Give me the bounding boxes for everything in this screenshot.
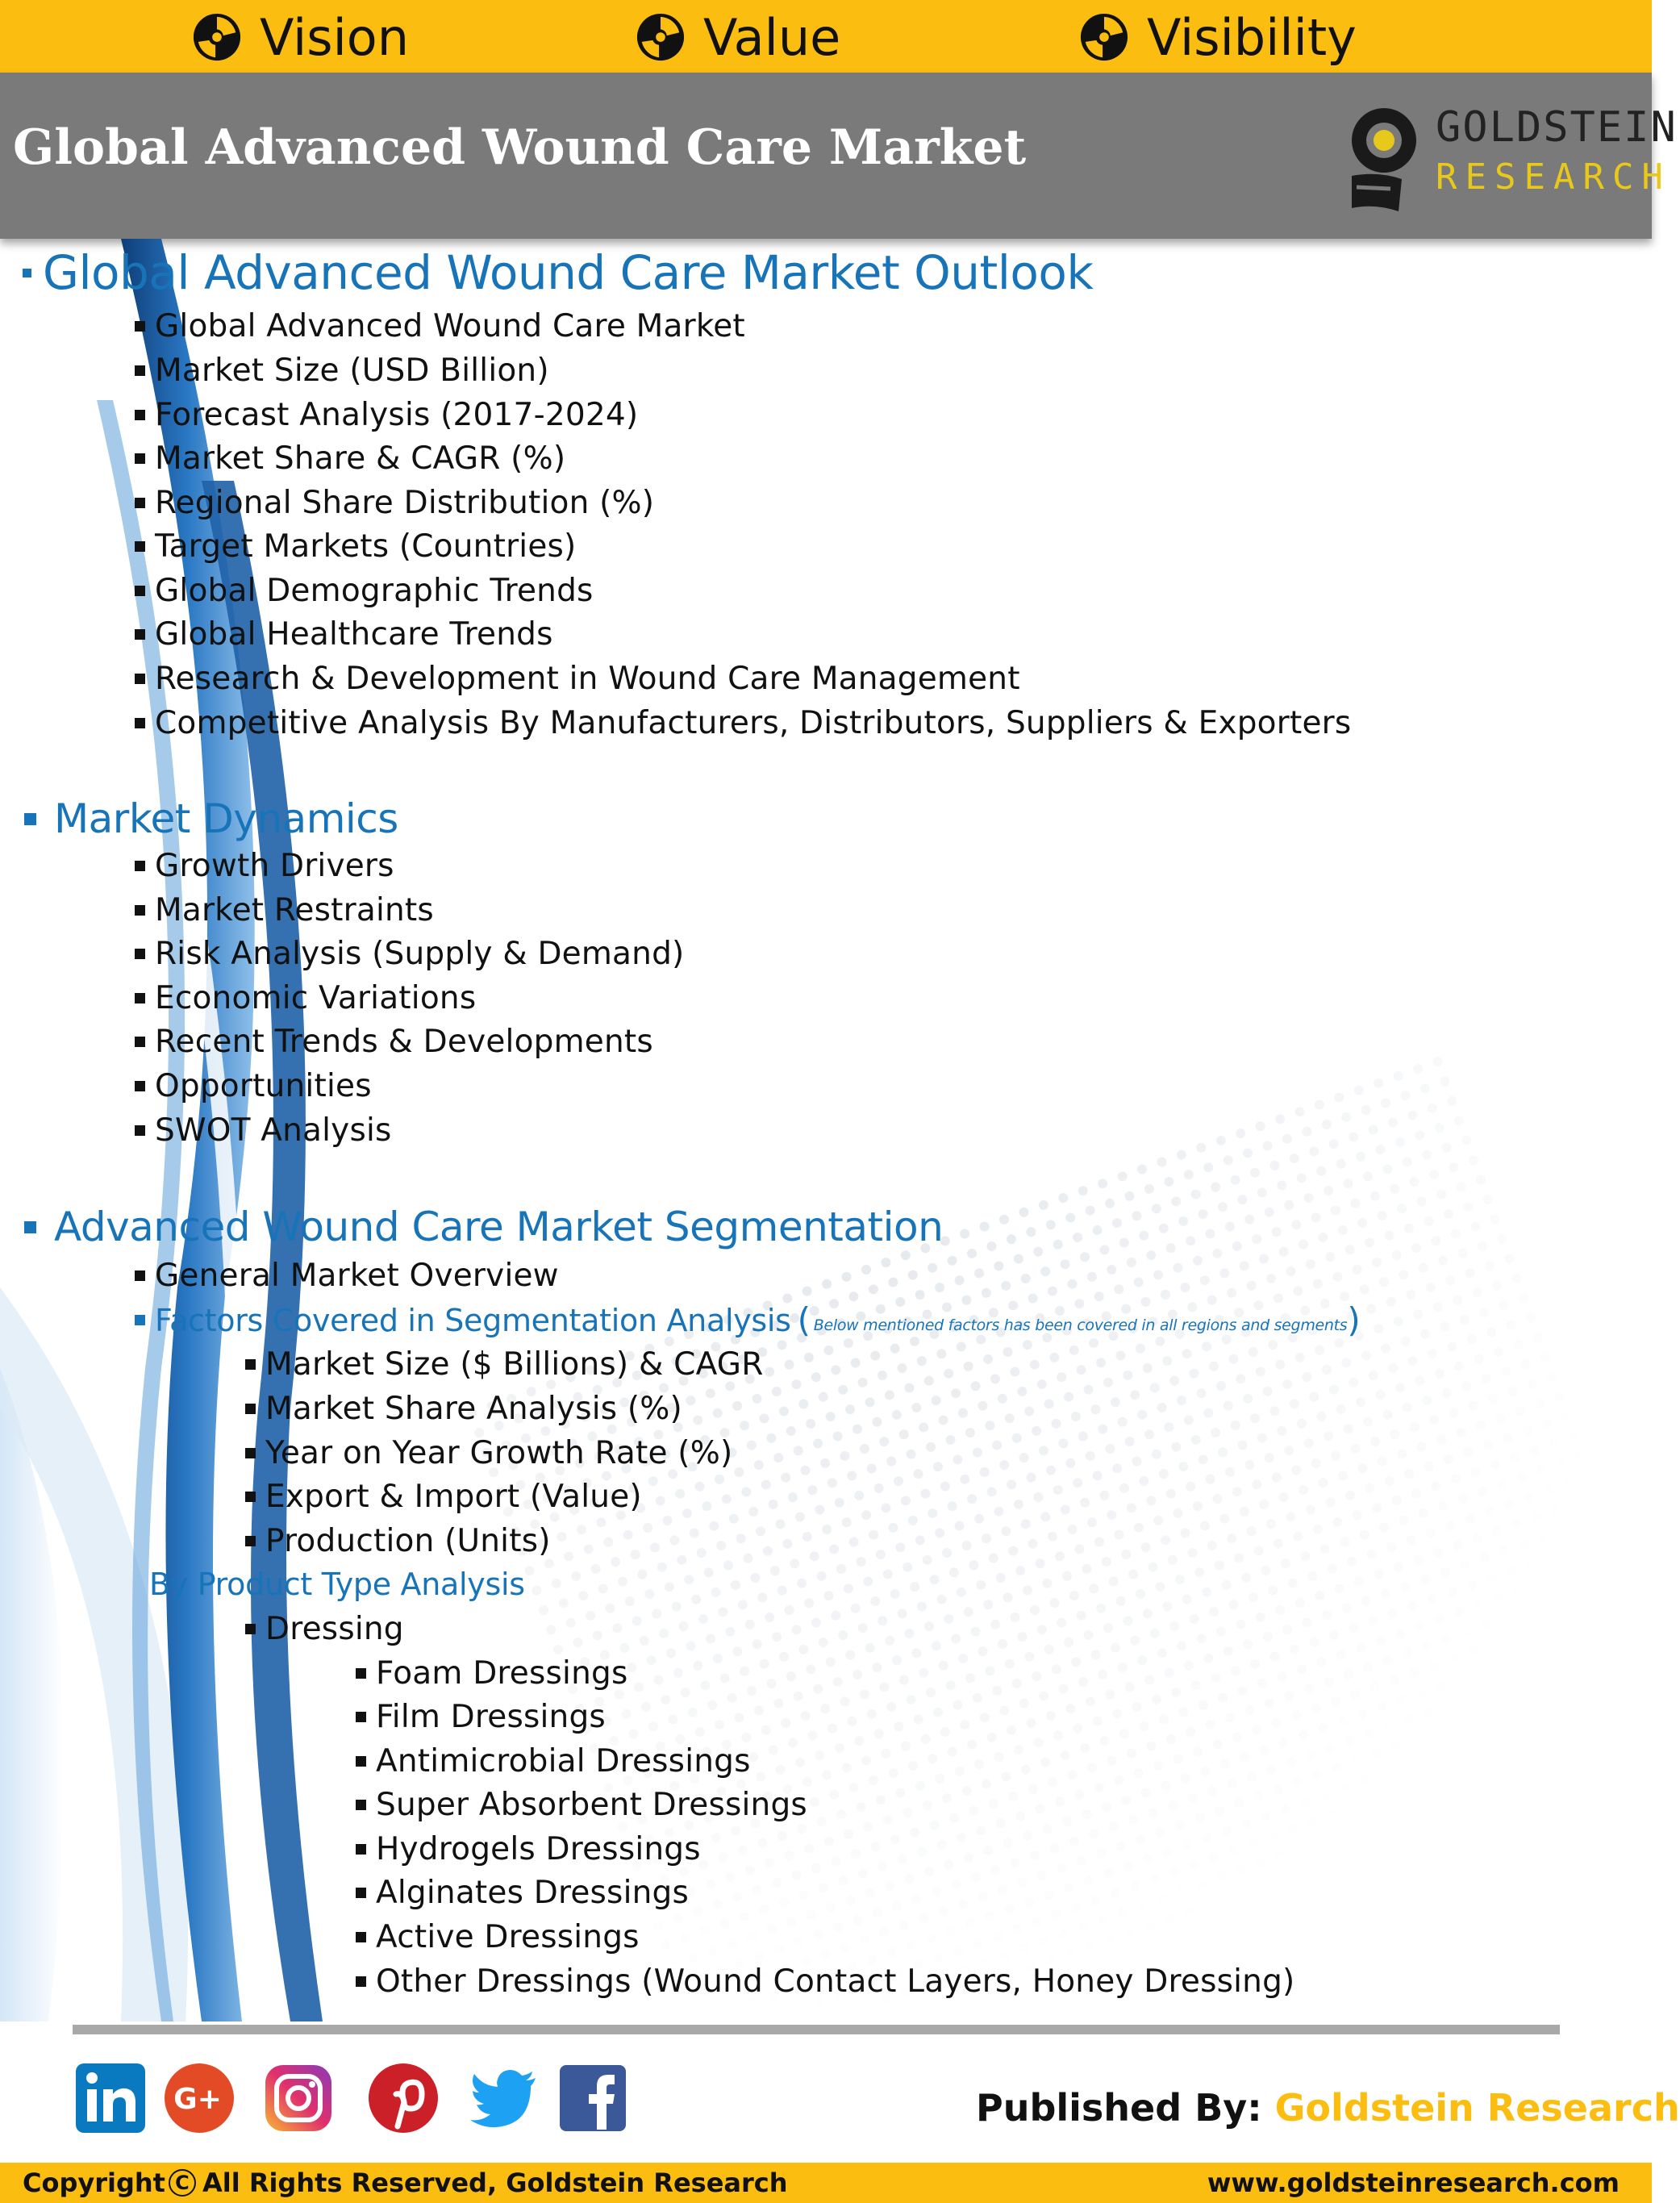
list-item: Regional Share Distribution (%): [135, 485, 654, 521]
bullet-icon: [245, 1624, 256, 1634]
bullet-icon: [135, 1125, 145, 1136]
bullet-icon: [135, 541, 145, 552]
copyright-notice: Copyright C All Rights Reserved, Goldstein Research: [23, 2168, 788, 2198]
pinterest-icon[interactable]: [367, 2062, 440, 2134]
twitter-icon[interactable]: [468, 2062, 540, 2134]
bullet-icon: [245, 1359, 256, 1370]
bullet-icon: [135, 410, 145, 420]
bullet-icon: [24, 1221, 36, 1233]
swirl-icon: [192, 12, 242, 62]
list-item: Global Demographic Trends: [135, 573, 594, 609]
bullet-icon: [135, 321, 145, 332]
list-item: Global Advanced Wound Care Market: [135, 308, 745, 344]
top-banner: [0, 0, 1652, 73]
bullet-icon: [245, 1536, 256, 1546]
bullet-icon: [135, 453, 145, 464]
section-heading-segmentation: Advanced Wound Care Market Segmentation: [24, 1204, 943, 1250]
website-link[interactable]: www.goldsteinresearch.com: [1207, 2168, 1620, 2198]
tagline-vision: Vision: [192, 6, 409, 68]
bullet-icon: [356, 1888, 366, 1898]
publisher-name: Goldstein Research: [1274, 2086, 1680, 2130]
list-item: Risk Analysis (Supply & Demand): [135, 936, 684, 972]
logo-word-research: RESEARCH: [1436, 156, 1671, 198]
list-item: Production (Units): [245, 1523, 551, 1559]
list-item: SWOT Analysis: [135, 1112, 392, 1149]
section-heading-outlook: Global Advanced Wound Care Market Outlook: [23, 245, 1093, 300]
list-item: Super Absorbent Dressings: [356, 1787, 807, 1823]
facebook-icon[interactable]: [557, 2062, 629, 2134]
list-item: Active Dressings: [356, 1919, 640, 1955]
list-item: Hydrogels Dressings: [356, 1831, 701, 1867]
bullet-icon: [356, 1712, 366, 1722]
google-plus-icon[interactable]: [163, 2062, 236, 2134]
tagline-value: Value: [636, 6, 840, 68]
instagram-icon[interactable]: [262, 2062, 335, 2134]
goldstein-logo: [1345, 98, 1678, 216]
list-item: Year on Year Growth Rate (%): [245, 1435, 732, 1471]
list-item: Alginates Dressings: [356, 1875, 689, 1911]
tagline-visibility: Visibility: [1079, 6, 1357, 68]
factors-note: Below mentioned factors has been covered in all regions and segments: [813, 1316, 1348, 1334]
list-item: Recent Trends & Developments: [135, 1024, 653, 1060]
swirl-icon: [1079, 12, 1129, 62]
list-item: Export & Import (Value): [245, 1479, 642, 1515]
bullet-icon: [356, 1976, 366, 1987]
bullet-icon: [24, 813, 36, 825]
svg-text:G+: G+: [173, 2083, 222, 2116]
list-item: Target Markets (Countries): [135, 528, 576, 565]
bullet-icon: [135, 905, 145, 916]
bullet-icon: [356, 1844, 366, 1855]
bullet-icon: [245, 1448, 256, 1458]
list-item: Growth Drivers: [135, 848, 394, 884]
report-outline: [0, 239, 1652, 2022]
list-item: Global Healthcare Trends: [135, 616, 553, 653]
bullet-icon: [245, 1404, 256, 1414]
bullet-icon: [135, 861, 145, 871]
list-item: Market Size (USD Billion): [135, 353, 549, 389]
list-item: Economic Variations: [135, 980, 476, 1016]
bullet-icon: [135, 1037, 145, 1047]
bullet-icon: [135, 498, 145, 508]
section-heading-market-dynamics: Market Dynamics: [24, 795, 398, 842]
list-item: Market Share Analysis (%): [245, 1391, 682, 1427]
list-item: Market Restraints: [135, 892, 434, 928]
title-band: [0, 73, 1678, 239]
list-item: Film Dressings: [356, 1699, 606, 1735]
list-item: Dressing: [245, 1611, 404, 1647]
list-item: Antimicrobial Dressings: [356, 1743, 751, 1780]
list-item: Market Share & CAGR (%): [135, 440, 565, 477]
page-title: Global Advanced Wound Care Market: [13, 119, 1027, 176]
bullet-icon: [135, 1270, 145, 1281]
list-item: Other Dressings (Wound Contact Layers, Honey Dressing): [356, 1963, 1294, 2000]
bullet-icon: [245, 1492, 256, 1502]
list-item: Opportunities: [135, 1068, 372, 1104]
logo-word-goldstein: GOLDSTEIN: [1436, 103, 1678, 152]
bullet-icon: [135, 993, 145, 1003]
factors-heading: Factors Covered in Segmentation Analysis ( Below mentioned factors has been covered in all regions and segments ): [135, 1300, 1361, 1340]
list-item: General Market Overview: [135, 1258, 559, 1294]
bullet-icon: [135, 1081, 145, 1091]
linkedin-icon[interactable]: [74, 2062, 147, 2134]
swirl-icon: [636, 12, 686, 62]
bullet-icon: [135, 1315, 145, 1325]
list-item: Market Size ($ Billions) & CAGR: [245, 1346, 764, 1383]
bullet-icon: [135, 586, 145, 596]
bullet-icon: [356, 1668, 366, 1679]
list-item: Foam Dressings: [356, 1655, 627, 1692]
bullet-icon: [23, 269, 31, 277]
bullet-icon: [135, 674, 145, 684]
footer-divider: [73, 2025, 1560, 2034]
bullet-icon: [135, 718, 145, 728]
product-type-heading: By Product Type Analysis: [149, 1567, 525, 1602]
list-item: Competitive Analysis By Manufacturers, Distributors, Suppliers & Exporters: [135, 705, 1351, 741]
list-item: Research & Development in Wound Care Management: [135, 661, 1020, 697]
list-item: Forecast Analysis (2017-2024): [135, 397, 638, 433]
bullet-icon: [135, 365, 145, 376]
bullet-icon: [135, 629, 145, 640]
goldstein-logo-icon: [1345, 98, 1426, 216]
bullet-icon: [356, 1932, 366, 1942]
bullet-icon: [356, 1800, 366, 1810]
published-by: Published By: Goldstein Research: [976, 2086, 1680, 2130]
copyright-icon: C: [169, 2169, 196, 2197]
bullet-icon: [356, 1756, 366, 1767]
bottom-banner: [0, 2163, 1652, 2203]
bullet-icon: [135, 949, 145, 959]
